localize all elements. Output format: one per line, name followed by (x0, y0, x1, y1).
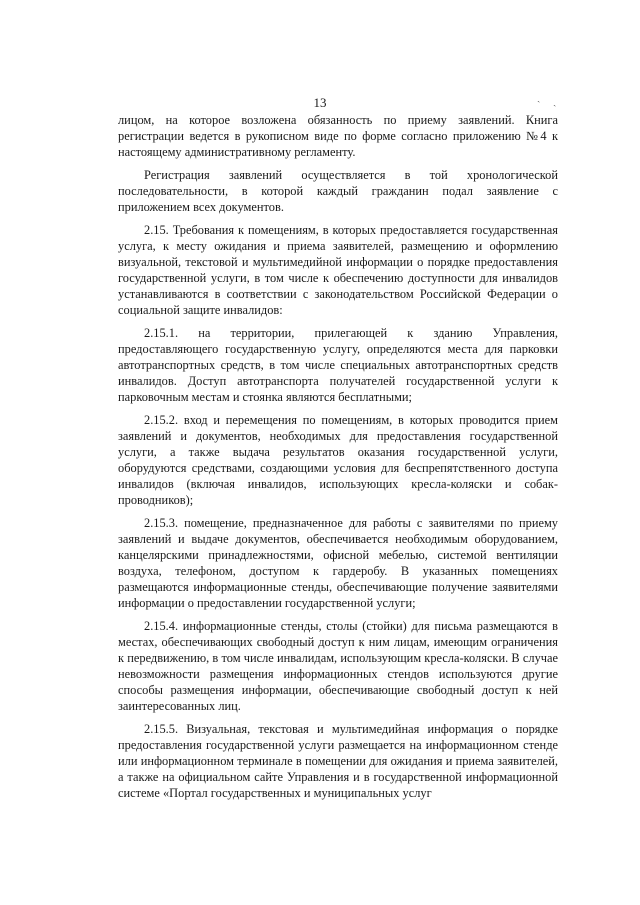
page-number: 13 (313, 95, 327, 110)
paragraph: 2.15.2. вход и перемещения по помещениям, в которых проводится прием заявлений и документов, необходимых для предоставления государственной услуги, а также выдача результатов оказания государственной услуги, оборудуются средствами, создающими условия для беспрепятственного доступа инвалидов (включая инвалидов, использующих кресла-коляски и собак-проводников); (118, 413, 558, 507)
scan-mark: ˏ (537, 92, 541, 103)
paragraph: 2.15.4. информационные стенды, столы (стойки) для письма размещаются в местах, обеспечивающих свободный доступ к ним лицам, имеющим ограничения к передвижению, в том числе инвалидам, использующим кресла-коляски. В случае невозможности размещения информационных стендов используются другие способы размещения информации, обеспечивающие свободный доступ к ней заинтересованных лиц. (118, 619, 558, 713)
paragraph: 2.15.3. помещение, предназначенное для работы с заявителями по приему заявлений и выдаче документов, обеспечивается необходимым оборудованием, канцелярскими принадлежностями, офисной мебелью, системой вентиляции воздуха, телефоном, доступом к гардеробу. В указанных помещениях размещаются информационные стенды, обеспечивающие получение заявителями информации о предоставлении государственной услуги; (118, 516, 558, 610)
paragraph: 2.15.5. Визуальная, текстовая и мультимедийная информация о порядке предоставления государственной услуги размещается на информационном стенде или информационном терминале в помещении для ожидания и приема заявителей, а также на официальном сайте Управления и в государственной информационной системе «Портал государственных и муниципальных услуг (118, 722, 558, 800)
paragraph: 2.15.1. на территории, прилегающей к зданию Управления, предоставляющего государственную услугу, определяются места для парковки автотранспортных средств, в том числе специальных автотранспортных средств инвалидов. Доступ автотранспорта получателей государственной услуги к парковочным местам и стоянка являются бесплатными; (118, 326, 558, 404)
paragraph: лицом, на которое возложена обязанность по приему заявлений. Книга регистрации ведется в рукописном виде по форме согласно приложению №4 к настоящему административному регламенту. (118, 113, 558, 159)
paragraph: 2.15. Требования к помещениям, в которых предоставляется государственная услуга, к месту ожидания и приема заявителей, размещению и оформлению визуальной, текстовой и мультимедийной информации о порядке предоставления государственной услуги, в том числе к обеспечению доступности для инвалидов устанавливаются в соответствии с законодательством Российской Федерации о социальной защите инвалидов: (118, 223, 558, 317)
document-body (118, 112, 558, 808)
paragraph: Регистрация заявлений осуществляется в той хронологической последовательности, в которой каждый гражданин подал заявление с приложением всех документов. (118, 168, 558, 214)
scan-mark: ˎ (553, 96, 557, 107)
